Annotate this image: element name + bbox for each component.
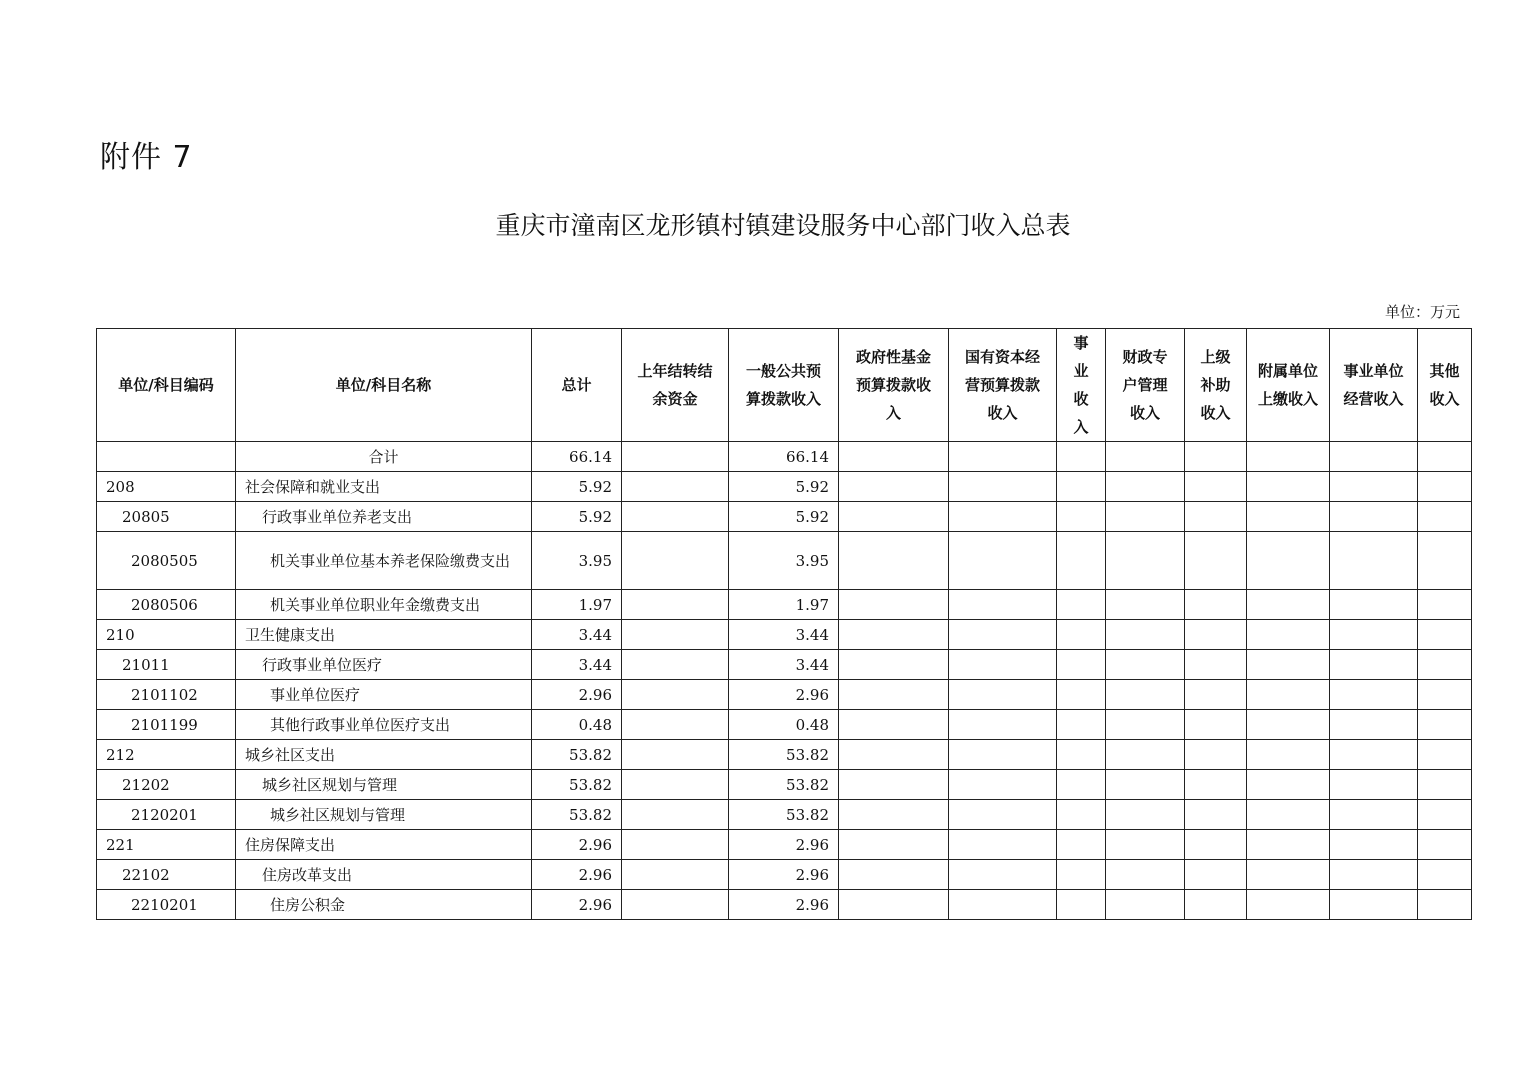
empty-cell	[1057, 860, 1106, 890]
empty-cell	[839, 860, 949, 890]
empty-cell	[1057, 890, 1106, 920]
row-carryover	[622, 710, 729, 740]
total-general: 66.14	[729, 442, 839, 472]
row-total: 2.96	[532, 860, 622, 890]
empty-cell	[949, 740, 1057, 770]
row-name: 行政事业单位医疗	[236, 650, 532, 680]
empty-cell	[1106, 860, 1185, 890]
row-general: 2.96	[729, 890, 839, 920]
empty-cell	[949, 860, 1057, 890]
row-name: 行政事业单位养老支出	[236, 502, 532, 532]
empty-cell	[1330, 860, 1418, 890]
unit-label: 单位：万元	[1384, 303, 1460, 321]
empty-cell	[1106, 680, 1185, 710]
row-carryover	[622, 502, 729, 532]
empty-cell	[1330, 890, 1418, 920]
total-row	[97, 442, 1472, 472]
row-total: 53.82	[532, 800, 622, 830]
empty-cell	[1185, 532, 1247, 590]
row-general: 3.95	[729, 532, 839, 590]
header-superior-subsidy	[1185, 329, 1247, 442]
row-code: 2210201	[97, 890, 236, 920]
row-name: 住房保障支出	[236, 830, 532, 860]
row-total: 0.48	[532, 710, 622, 740]
header-carryover-label: 上年结转结余资金	[637, 362, 713, 408]
row-total: 2.96	[532, 680, 622, 710]
empty-cell	[1106, 740, 1185, 770]
row-name: 住房公积金	[236, 890, 532, 920]
row-total: 5.92	[532, 502, 622, 532]
empty-cell	[1057, 680, 1106, 710]
row-carryover	[622, 770, 729, 800]
total-code	[97, 442, 236, 472]
empty-cell	[1330, 680, 1418, 710]
empty-cell	[1247, 532, 1330, 590]
row-carryover	[622, 800, 729, 830]
empty-cell	[1418, 680, 1472, 710]
empty-cell	[949, 590, 1057, 620]
empty-cell	[1330, 770, 1418, 800]
empty-cell	[1330, 710, 1418, 740]
empty-cell	[1106, 502, 1185, 532]
empty-cell	[839, 830, 949, 860]
empty-cell	[1330, 830, 1418, 860]
empty-cell	[1330, 472, 1418, 502]
empty-cell	[1418, 830, 1472, 860]
header-general-budget	[729, 329, 839, 442]
row-total: 3.95	[532, 532, 622, 590]
empty-cell	[1330, 590, 1418, 620]
empty-cell	[839, 740, 949, 770]
row-code: 20805	[97, 502, 236, 532]
header-business-income-label: 事业收入	[1073, 334, 1089, 436]
table-row	[97, 710, 1472, 740]
table-row	[97, 860, 1472, 890]
empty-cell	[1247, 800, 1330, 830]
empty-cell	[1247, 620, 1330, 650]
row-total: 1.97	[532, 590, 622, 620]
table-row	[97, 502, 1472, 532]
row-total: 3.44	[532, 650, 622, 680]
empty-cell	[1106, 800, 1185, 830]
row-general: 3.44	[729, 650, 839, 680]
row-total: 5.92	[532, 472, 622, 502]
row-name: 社会保障和就业支出	[236, 472, 532, 502]
row-carryover	[622, 472, 729, 502]
empty-cell	[949, 800, 1057, 830]
row-code: 208	[97, 472, 236, 502]
empty-cell	[949, 442, 1057, 472]
empty-cell	[1247, 860, 1330, 890]
table-row	[97, 532, 1472, 590]
table-row	[97, 890, 1472, 920]
empty-cell	[949, 650, 1057, 680]
row-carryover	[622, 650, 729, 680]
row-name: 卫生健康支出	[236, 620, 532, 650]
income-summary-table	[96, 328, 1472, 920]
empty-cell	[1418, 532, 1472, 590]
header-gov-fund	[839, 329, 949, 442]
row-name: 城乡社区规划与管理	[236, 770, 532, 800]
empty-cell	[839, 680, 949, 710]
empty-cell	[1185, 830, 1247, 860]
empty-cell	[949, 890, 1057, 920]
empty-cell	[1185, 710, 1247, 740]
empty-cell	[1247, 590, 1330, 620]
attachment-label: 附件 7	[100, 140, 193, 175]
empty-cell	[1418, 502, 1472, 532]
empty-cell	[839, 770, 949, 800]
empty-cell	[949, 532, 1057, 590]
empty-cell	[1106, 620, 1185, 650]
row-code: 22102	[97, 860, 236, 890]
empty-cell	[1418, 650, 1472, 680]
empty-cell	[1057, 532, 1106, 590]
empty-cell	[1106, 770, 1185, 800]
empty-cell	[1185, 680, 1247, 710]
empty-cell	[1418, 740, 1472, 770]
header-total	[532, 329, 622, 442]
row-total: 2.96	[532, 830, 622, 860]
header-other-income	[1418, 329, 1472, 442]
header-special-account-label: 财政专户管理收入	[1122, 348, 1168, 422]
empty-cell	[949, 680, 1057, 710]
empty-cell	[1418, 710, 1472, 740]
empty-cell	[1057, 590, 1106, 620]
empty-cell	[1330, 740, 1418, 770]
row-code: 221	[97, 830, 236, 860]
empty-cell	[839, 650, 949, 680]
empty-cell	[1247, 502, 1330, 532]
header-code-label: 单位/科目编码	[118, 376, 214, 394]
total-carryover	[622, 442, 729, 472]
row-general: 2.96	[729, 830, 839, 860]
row-carryover	[622, 830, 729, 860]
header-operating-income-label: 事业单位经营收入	[1343, 362, 1404, 408]
row-general: 1.97	[729, 590, 839, 620]
empty-cell	[1057, 502, 1106, 532]
header-affiliated-unit	[1247, 329, 1330, 442]
empty-cell	[839, 890, 949, 920]
header-operating-income	[1330, 329, 1418, 442]
empty-cell	[1185, 590, 1247, 620]
empty-cell	[949, 502, 1057, 532]
empty-cell	[839, 502, 949, 532]
empty-cell	[949, 830, 1057, 860]
row-code: 21011	[97, 650, 236, 680]
empty-cell	[1330, 620, 1418, 650]
total-name: 合计	[236, 442, 532, 472]
empty-cell	[1106, 442, 1185, 472]
empty-cell	[1106, 710, 1185, 740]
row-general: 2.96	[729, 860, 839, 890]
empty-cell	[1057, 830, 1106, 860]
header-other-income-label: 其他收入	[1429, 362, 1460, 408]
empty-cell	[1247, 830, 1330, 860]
empty-cell	[839, 590, 949, 620]
row-general: 5.92	[729, 502, 839, 532]
empty-cell	[1106, 472, 1185, 502]
empty-cell	[1185, 620, 1247, 650]
row-total: 53.82	[532, 740, 622, 770]
empty-cell	[1057, 442, 1106, 472]
empty-cell	[1330, 532, 1418, 590]
table-header-row	[97, 329, 1472, 442]
empty-cell	[1418, 770, 1472, 800]
row-general: 0.48	[729, 710, 839, 740]
row-carryover	[622, 620, 729, 650]
empty-cell	[1418, 442, 1472, 472]
row-total: 2.96	[532, 890, 622, 920]
empty-cell	[1185, 800, 1247, 830]
empty-cell	[1057, 800, 1106, 830]
empty-cell	[839, 620, 949, 650]
row-code: 2080506	[97, 590, 236, 620]
empty-cell	[1057, 620, 1106, 650]
table-row	[97, 680, 1472, 710]
row-carryover	[622, 680, 729, 710]
row-name: 城乡社区支出	[236, 740, 532, 770]
row-code: 212	[97, 740, 236, 770]
row-code: 2101102	[97, 680, 236, 710]
row-carryover	[622, 590, 729, 620]
empty-cell	[1057, 710, 1106, 740]
row-code: 21202	[97, 770, 236, 800]
empty-cell	[1057, 650, 1106, 680]
row-total: 3.44	[532, 620, 622, 650]
row-code: 2120201	[97, 800, 236, 830]
table-row	[97, 472, 1472, 502]
table-row	[97, 590, 1472, 620]
header-special-account	[1106, 329, 1185, 442]
empty-cell	[1247, 680, 1330, 710]
empty-cell	[1185, 860, 1247, 890]
empty-cell	[1418, 890, 1472, 920]
header-name	[236, 329, 532, 442]
table-row	[97, 800, 1472, 830]
empty-cell	[1247, 472, 1330, 502]
table-row	[97, 620, 1472, 650]
empty-cell	[1106, 890, 1185, 920]
empty-cell	[1185, 502, 1247, 532]
empty-cell	[839, 710, 949, 740]
empty-cell	[1247, 740, 1330, 770]
header-code	[97, 329, 236, 442]
header-general-budget-label: 一般公共预算拨款收入	[745, 362, 821, 408]
row-code: 2080505	[97, 532, 236, 590]
empty-cell	[1057, 472, 1106, 502]
empty-cell	[1106, 830, 1185, 860]
table-row	[97, 650, 1472, 680]
row-name: 事业单位医疗	[236, 680, 532, 710]
table-row	[97, 740, 1472, 770]
table-row	[97, 770, 1472, 800]
empty-cell	[1057, 740, 1106, 770]
empty-cell	[1330, 502, 1418, 532]
empty-cell	[839, 472, 949, 502]
empty-cell	[1185, 650, 1247, 680]
empty-cell	[1106, 590, 1185, 620]
empty-cell	[1247, 650, 1330, 680]
empty-cell	[1185, 740, 1247, 770]
header-name-label: 单位/科目名称	[335, 376, 432, 394]
empty-cell	[1418, 472, 1472, 502]
row-general: 53.82	[729, 800, 839, 830]
empty-cell	[949, 620, 1057, 650]
row-name: 其他行政事业单位医疗支出	[236, 710, 532, 740]
empty-cell	[1057, 770, 1106, 800]
row-name: 城乡社区规划与管理	[236, 800, 532, 830]
header-total-label: 总计	[561, 376, 592, 394]
empty-cell	[1247, 770, 1330, 800]
empty-cell	[839, 800, 949, 830]
empty-cell	[1418, 800, 1472, 830]
row-code: 210	[97, 620, 236, 650]
empty-cell	[1185, 472, 1247, 502]
header-gov-fund-label: 政府性基金预算拨款收入	[855, 348, 931, 422]
row-general: 53.82	[729, 770, 839, 800]
row-carryover	[622, 532, 729, 590]
empty-cell	[1106, 650, 1185, 680]
row-name: 机关事业单位职业年金缴费支出	[236, 590, 532, 620]
empty-cell	[1247, 442, 1330, 472]
header-state-capital	[949, 329, 1057, 442]
row-general: 2.96	[729, 680, 839, 710]
table-row	[97, 830, 1472, 860]
empty-cell	[1185, 442, 1247, 472]
total-total: 66.14	[532, 442, 622, 472]
row-name: 机关事业单位基本养老保险缴费支出	[236, 532, 532, 590]
header-affiliated-unit-label: 附属单位上缴收入	[1258, 362, 1319, 408]
empty-cell	[1185, 770, 1247, 800]
header-carryover	[622, 329, 729, 442]
row-carryover	[622, 740, 729, 770]
row-general: 3.44	[729, 620, 839, 650]
empty-cell	[1247, 890, 1330, 920]
empty-cell	[1330, 800, 1418, 830]
row-code: 2101199	[97, 710, 236, 740]
empty-cell	[839, 532, 949, 590]
empty-cell	[1330, 442, 1418, 472]
empty-cell	[1418, 590, 1472, 620]
row-total: 53.82	[532, 770, 622, 800]
header-state-capital-label: 国有资本经营预算拨款收入	[964, 348, 1040, 422]
row-general: 53.82	[729, 740, 839, 770]
empty-cell	[949, 710, 1057, 740]
empty-cell	[1106, 532, 1185, 590]
page-title: 重庆市潼南区龙形镇村镇建设服务中心部门收入总表	[495, 211, 1071, 240]
empty-cell	[949, 770, 1057, 800]
empty-cell	[949, 472, 1057, 502]
empty-cell	[1330, 650, 1418, 680]
header-superior-subsidy-label: 上级补助收入	[1200, 348, 1231, 422]
row-name: 住房改革支出	[236, 860, 532, 890]
row-carryover	[622, 860, 729, 890]
empty-cell	[1185, 890, 1247, 920]
empty-cell	[1418, 860, 1472, 890]
row-general: 5.92	[729, 472, 839, 502]
empty-cell	[1247, 710, 1330, 740]
header-business-income	[1057, 329, 1106, 442]
empty-cell	[1418, 620, 1472, 650]
empty-cell	[839, 442, 949, 472]
row-carryover	[622, 890, 729, 920]
